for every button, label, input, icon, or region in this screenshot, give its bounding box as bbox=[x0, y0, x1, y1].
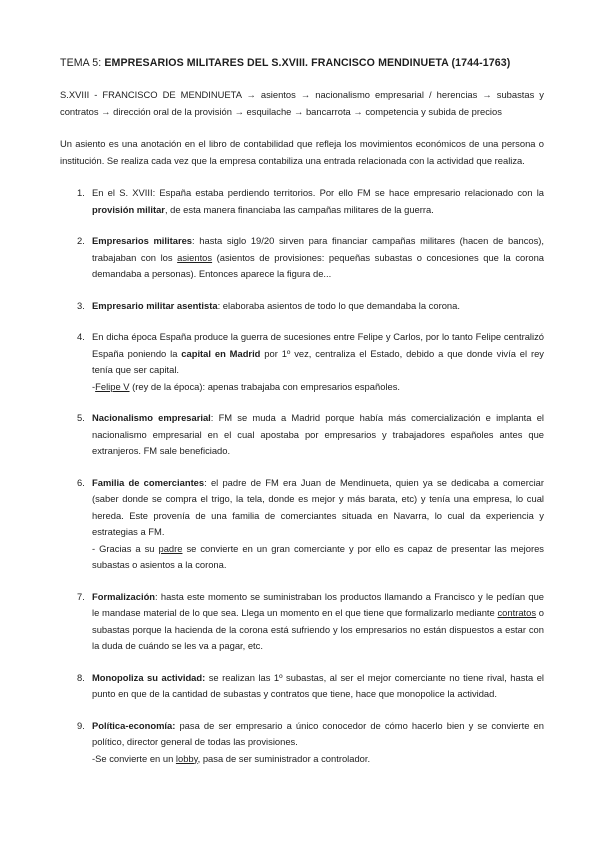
list-item-3 bbox=[60, 298, 544, 315]
numbered-list bbox=[60, 185, 544, 767]
item-number: 8. bbox=[77, 671, 85, 683]
item-text: Formalización: hasta este momento se suministraban los productos llamando a Francisco y le pedían que le mandase material de lo que sea. Llega un momento en el que tiene que formalizarlo mediante contratos o subastas porque la hacienda de la corona está sufriendo y los empresarios no están dispuestos a estar con la duda de cuándo se les va a pagar, etc. bbox=[92, 590, 544, 651]
list-item-1 bbox=[60, 185, 544, 218]
emphasis: Formalización bbox=[92, 590, 156, 602]
item-number: 5. bbox=[77, 412, 85, 423]
list-item-9 bbox=[60, 718, 544, 768]
item-number: 9. bbox=[77, 719, 85, 731]
list-item-4 bbox=[60, 329, 544, 395]
emphasis: Monopoliza su actividad: bbox=[92, 671, 206, 683]
item-text: Nacionalismo empresarial: FM se muda a Madrid porque había más comercialización e implanta el nacionalismo empresarial en el cual apostaba por empresarios y trabajadores españoles antes que extranjeros. FM sale beneficiado. bbox=[92, 412, 544, 456]
intro-outline: S.XVIII - FRANCISCO DE MENDINUETA → asientos → nacionalismo empresarial / herencias → subastas y contratos → dirección oral de la provisión → esquilache → bancarrota → competencia y subida de precios bbox=[60, 89, 544, 117]
emphasis: Política-economía: bbox=[92, 719, 176, 731]
item-number: 2. bbox=[77, 235, 85, 246]
list-item-7 bbox=[60, 589, 544, 655]
list-item-2 bbox=[60, 233, 544, 283]
underlined-term: padre bbox=[158, 542, 183, 554]
item-subnote: -Se convierte en un lobby, pasa de ser suministrador a controlador. bbox=[92, 752, 371, 764]
list-item-6 bbox=[60, 475, 544, 574]
emphasis: Empresario militar asentista bbox=[92, 299, 218, 311]
item-text: Empresario militar asentista: elaboraba asientos de todo lo que demandaba la corona. bbox=[92, 299, 460, 311]
emphasis: capital en Madrid bbox=[181, 347, 261, 359]
item-text: En dicha época España produce la guerra de sucesiones entre Felipe y Carlos, por lo tanto Felipe centralizó España poniendo la capital en Madrid por 1º vez, centraliza el Estado, debido a que donde vivía el rey tenía que ser capital. bbox=[92, 331, 544, 375]
item-number: 7. bbox=[77, 590, 85, 602]
item-subnote: - Gracias a su padre se convierte en un gran comerciante y por ello es capaz de presentar las mejores subastas o asientos a la corona. bbox=[92, 542, 544, 570]
underlined-term: Felipe V bbox=[95, 380, 130, 392]
emphasis: provisión militar bbox=[92, 203, 165, 215]
asiento-definition: Un asiento es una anotación en el libro de contabilidad que refleja los movimientos económicos de una persona o institución. Se realiza cada vez que la empresa contabiliza una entrada relacionada con la actividad que realiza. bbox=[60, 138, 544, 166]
item-text: En el S. XVIII: España estaba perdiendo territorios. Por ello FM se hace empresario relacionado con la provisión militar, de esta manera financiaba las campañas militares de la guerra. bbox=[92, 187, 544, 215]
item-number: 6. bbox=[77, 476, 85, 488]
item-text: Empresarios militares: hasta siglo 19/20 sirven para financiar campañas militares (hacen de bancos), trabajaban con los asientos (asientos de provisiones: pequeñas subastas o concesiones que la corona demandaba a personas). Entonces aparece la figura de... bbox=[92, 235, 545, 279]
emphasis: Familia de comerciantes bbox=[92, 476, 205, 488]
item-number: 3. bbox=[77, 299, 85, 311]
list-item-8 bbox=[60, 670, 544, 703]
emphasis: Nacionalismo empresarial bbox=[92, 412, 211, 423]
emphasis: Empresarios militares bbox=[92, 235, 193, 246]
document-title bbox=[60, 56, 544, 70]
title-prefix: TEMA 5: bbox=[60, 57, 105, 69]
document-page bbox=[60, 56, 544, 782]
underlined-term: lobby bbox=[175, 752, 198, 764]
item-text: Familia de comerciantes: el padre de FM era Juan de Mendinueta, quien ya se dedicaba a comerciar (saber donde se compra el trigo, la tela, donde es mejor y más barata, etc) y tenía una empresa, lo cual hereda. Este provenía de una familia de comerciantes situada en Navarra, lo cual da experiencia y estrategias a FM. bbox=[92, 476, 544, 537]
underlined-term: asientos bbox=[177, 251, 213, 263]
title-main: EMPRESARIOS MILITARES DEL S.XVIII. FRANCISCO MENDINUETA (1744-1763) bbox=[104, 57, 511, 69]
item-text: Monopoliza su actividad: se realizan las 1º subastas, al ser el mejor comerciante no tiene rival, hasta el punto en que de la cantidad de subastas y contratos que tiene, hace que monopolice la actividad. bbox=[92, 671, 544, 699]
item-number: 1. bbox=[77, 187, 85, 198]
list-item-5 bbox=[60, 410, 544, 460]
item-subnote: -Felipe V (rey de la época): apenas trabajaba con empresarios españoles. bbox=[92, 380, 401, 392]
item-text: Política-economía: pasa de ser empresario a único conocedor de cómo hacerlo bien y se convierte en político, director general de todas las provisiones. bbox=[92, 719, 544, 747]
underlined-term: contratos bbox=[497, 607, 537, 618]
item-number: 4. bbox=[77, 331, 85, 342]
